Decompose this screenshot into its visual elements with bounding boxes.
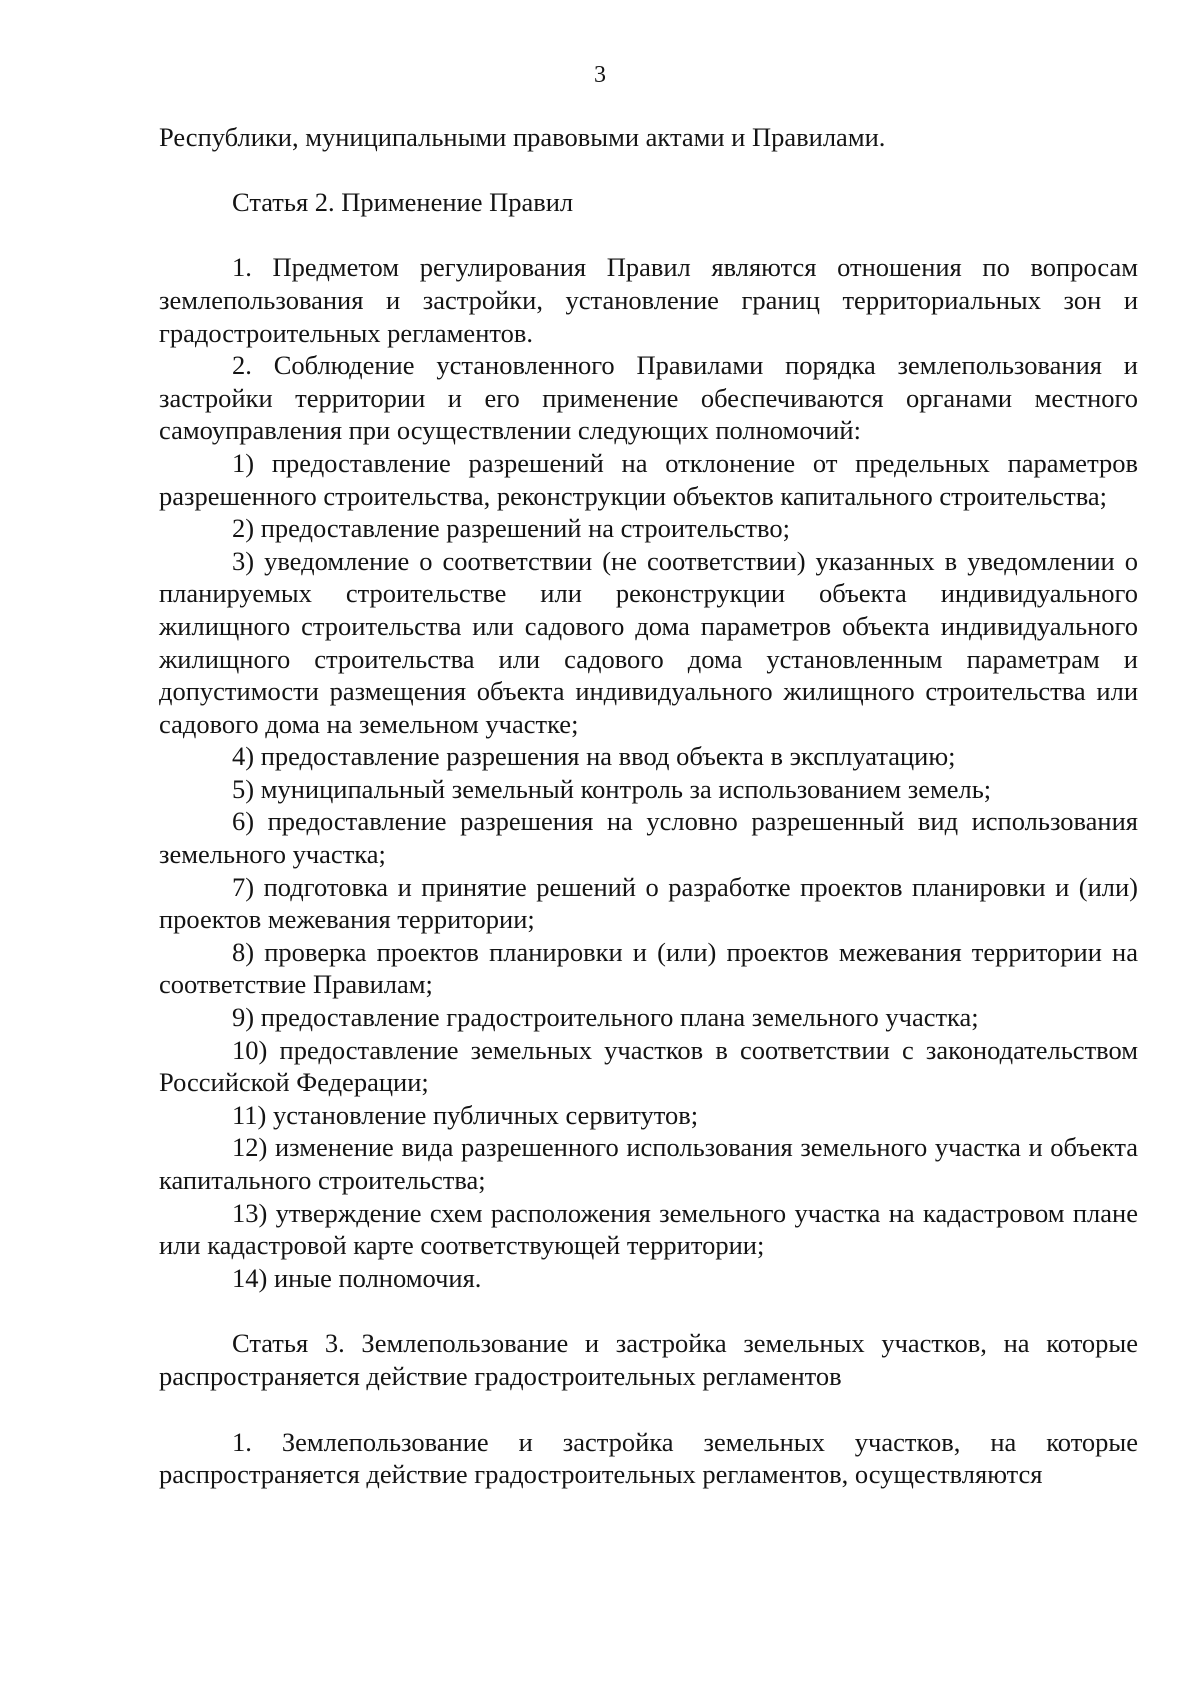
list-item-13: 13) утверждение схем расположения земельного участка на кадастровом плане или кадастровой карте соответствующей территории; [159, 1197, 1138, 1261]
list-item-3: 3) уведомление о соответствии (не соответствии) указанных в уведомлении о планируемых строительстве или реконструкции объекта индивидуального жилищного строительства или садового дома параметров объекта индивидуального жилищного строительства или садового дома установленным параметрам и допустимости размещения объекта индивидуального жилищного строительства или садового дома на земельном участке; [159, 545, 1138, 739]
list-item-2: 2) предоставление разрешений на строительство; [232, 513, 790, 544]
paragraph-continuation: Республики, муниципальными правовыми актами и Правилами. [159, 122, 886, 152]
list-item-8: 8) проверка проектов планировки и (или) проектов межевания территории на соответствие Правилам; [159, 936, 1138, 1000]
list-item-7: 7) подготовка и принятие решений о разработке проектов планировки и (или) проектов межевания территории; [159, 871, 1138, 935]
document-body [159, 121, 1138, 1491]
article-3-point-1: 1. Землепользование и застройка земельных участков, на которые распространяется действие градостроительных регламентов, осуществляются [159, 1426, 1138, 1490]
page-number: 3 [594, 62, 606, 88]
list-item-4: 4) предоставление разрешения на ввод объекта в эксплуатацию; [232, 741, 956, 772]
list-item-9: 9) предоставление градостроительного плана земельного участка; [232, 1002, 979, 1033]
article-2-point-1: 1. Предметом регулирования Правил являются отношения по вопросам землепользования и застройки, установление границ территориальных зон и градостроительных регламентов. [159, 252, 1138, 348]
list-item-10: 10) предоставление земельных участков в соответствии с законодательством Российской Федерации; [159, 1034, 1138, 1098]
list-item-6: 6) предоставление разрешения на условно разрешенный вид использования земельного участка; [159, 806, 1138, 870]
list-item-5: 5) муниципальный земельный контроль за использованием земель; [232, 773, 992, 804]
list-item-1: 1) предоставление разрешений на отклонение от предельных параметров разрешенного строительства, реконструкции объектов капитального строительства; [159, 447, 1138, 511]
article-2-heading: Статья 2. Применение Правил [232, 187, 574, 218]
list-item-11: 11) установление публичных сервитутов; [232, 1099, 699, 1130]
article-2-point-2: 2. Соблюдение установленного Правилами порядка землепользования и застройки территории и его применение обеспечиваются органами местного самоуправления при осуществлении следующих полномочий: [159, 350, 1138, 446]
list-item-14: 14) иные полномочия. [232, 1262, 482, 1293]
list-item-12: 12) изменение вида разрешенного использования земельного участка и объекта капитального строительства; [159, 1132, 1138, 1195]
article-3-heading: Статья 3. Землепользование и застройка земельных участков, на которые распространяется действие градостроительных регламентов [159, 1328, 1138, 1391]
